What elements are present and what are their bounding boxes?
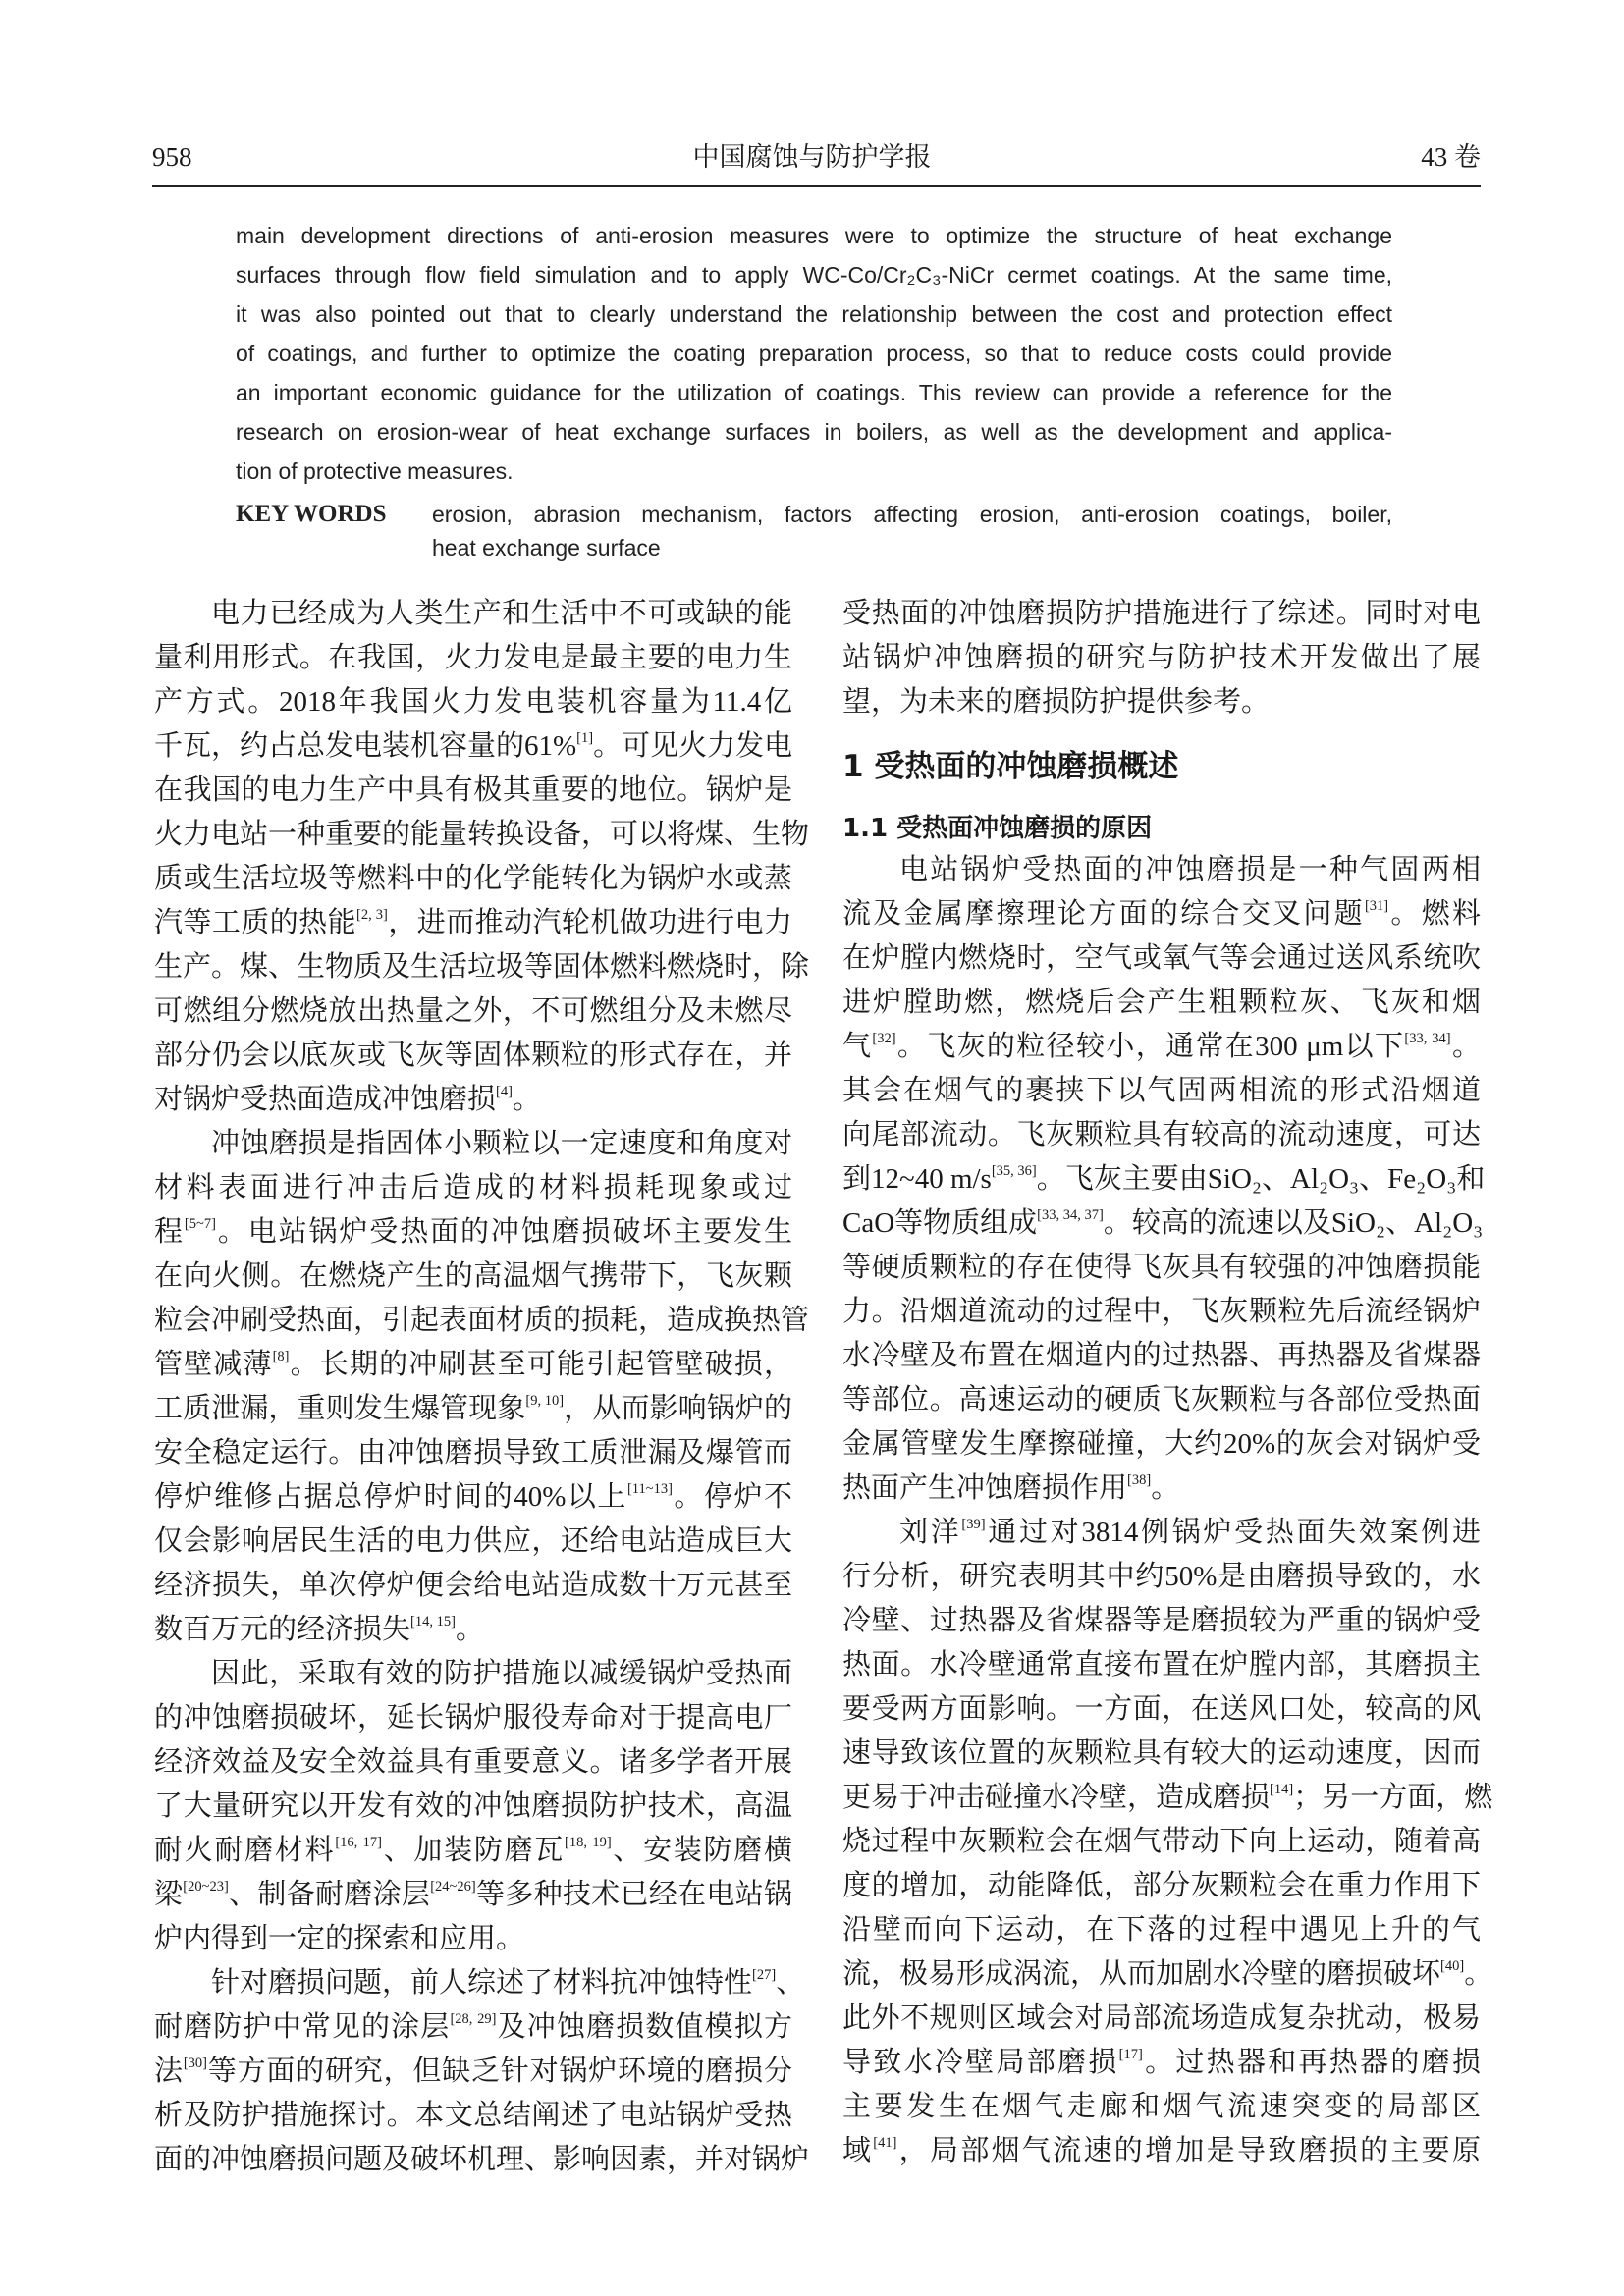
text-line: CaO等物质组成[33, 34, 37]。较高的流速以及SiO₂、Al₂O₃: [842, 1206, 1484, 1239]
abstract-line: it was also pointed out that to clearly understand the relationship between the cost and protection effect: [236, 301, 1392, 327]
text-line: 电站锅炉受热面的冲蚀磨损是一种气固两相: [899, 854, 1481, 885]
text-line: 程[5~7]。电站锅炉受热面的冲蚀磨损破坏主要发生: [154, 1215, 792, 1248]
text-line: 耐磨防护中常见的涂层[28, 29]及冲蚀磨损数值模拟方: [154, 2010, 792, 2043]
text-line: 梁[20~23]、制备耐磨涂层[24~26]等多种技术已经在电站锅: [154, 1878, 792, 1910]
right-column: [842, 592, 1493, 2173]
citation: [1]: [576, 729, 594, 746]
citation: [5~7]: [184, 1215, 216, 1232]
citation: [31]: [1364, 897, 1389, 914]
citation: [35, 36]: [991, 1162, 1037, 1179]
volume-label: 43 卷: [1421, 142, 1481, 172]
citation: [11~13]: [626, 1480, 673, 1497]
text-line: 管壁减薄[8]。长期的冲刷甚至可能引起管壁破损，: [154, 1348, 792, 1380]
left-column: [154, 592, 810, 2182]
subsection-heading: 1.1 受热面冲蚀磨损的原因: [842, 814, 1153, 843]
text-line: 量利用形式。在我国，火力发电是最主要的电力生: [154, 642, 792, 673]
citation: [32]: [872, 1030, 896, 1046]
citation: [20~23]: [183, 1878, 229, 1895]
text-line: 要受两方面影响。一方面，在送风口处，较高的风: [842, 1693, 1481, 1725]
citation: [27]: [752, 1966, 777, 1983]
citation: [2, 3]: [356, 906, 388, 923]
text-line: 因此，采取有效的防护措施以减缓锅炉受热面: [211, 1658, 792, 1689]
text-line: 面的冲蚀磨损问题及破坏机理、影响因素，并对锅炉: [154, 2144, 810, 2175]
text-line: 安全稳定运行。由冲蚀磨损导致工质泄漏及爆管而: [154, 1437, 792, 1468]
citation: [40]: [1440, 1957, 1465, 1974]
text-line: 受热面的冲蚀磨损防护措施进行了综述。同时对电: [842, 598, 1481, 629]
text-line: 热面。水冷壁通常直接布置在炉膛内部，其磨损主: [842, 1649, 1481, 1681]
text-line: 速导致该位置的灰颗粒具有较大的运动速度，因而: [842, 1737, 1481, 1769]
text-line: 热面产生冲蚀磨损作用[38]。: [842, 1471, 1180, 1504]
text-line: 冷壁、过热器及省煤器等是磨损较为严重的锅炉受: [842, 1605, 1481, 1636]
citation: [30]: [183, 2055, 207, 2071]
text-line: 烧过程中灰颗粒会在烟气带动下向上运动，随着高: [842, 1826, 1481, 1857]
text-line: 经济损失，单次停炉便会给电站造成数十万元甚至: [154, 1570, 792, 1601]
text-line: 域[41]，局部烟气流速的增加是导致磨损的主要原: [842, 2134, 1481, 2166]
text-line: 仅会影响居民生活的电力供应，还给电站造成巨大: [154, 1525, 792, 1557]
citation: [8]: [272, 1348, 290, 1364]
journal-title: 中国腐蚀与防护学报: [692, 142, 932, 172]
citation: [33, 34, 37]: [1037, 1206, 1104, 1223]
text-line: 在向火侧。在燃烧产生的高温烟气携带下，飞灰颗: [154, 1260, 792, 1292]
text-line: 在我国的电力生产中具有极其重要的地位。锅炉是: [154, 774, 792, 806]
text-line: 数百万元的经济损失[14, 15]。: [154, 1613, 484, 1645]
text-line: 千瓦，约占总发电装机容量的61%[1]。可见火力发电: [154, 729, 793, 762]
citation: [9, 10]: [525, 1392, 565, 1409]
abstract-line: an important economic guidance for the utilization of coatings. This review can provide a reference for the: [236, 380, 1392, 405]
section-heading: 1 受热面的冲蚀磨损概述: [842, 749, 1179, 784]
text-line: 水冷壁及布置在烟道内的过热器、再热器及省煤器: [842, 1340, 1481, 1371]
text-line: 法[30]等方面的研究，但缺乏针对锅炉环境的磨损分: [154, 2055, 792, 2087]
text-line: 度的增加，动能降低，部分灰颗粒会在重力作用下: [842, 1870, 1481, 1901]
text-line: 在炉膛内燃烧时，空气或氧气等会通过送风系统吹: [842, 942, 1481, 974]
text-line: 了大量研究以开发有效的冲蚀磨损防护技术，高温: [154, 1790, 792, 1822]
citation: [28, 29]: [450, 2010, 497, 2027]
text-line: 站锅炉冲蚀磨损的研究与防护技术开发做出了展: [842, 642, 1481, 673]
text-line: 工质泄漏，重则发生爆管现象[9, 10]，从而影响锅炉的: [154, 1392, 792, 1424]
text-line: 对锅炉受热面造成冲蚀磨损[4]。: [154, 1083, 541, 1115]
keywords-text: [432, 497, 1392, 563]
text-line: 金属管壁发生摩擦碰撞，大约20%的灰会对锅炉受: [842, 1428, 1481, 1460]
abstract-line: of coatings, and further to optimize the coating preparation process, so that to reduce costs could provide: [236, 341, 1392, 366]
text-line: 等硬质颗粒的存在使得飞灰具有较强的冲蚀磨损能: [842, 1252, 1481, 1283]
text-line: 汽等工质的热能[2, 3]，进而推动汽轮机做功进行电力: [154, 906, 792, 938]
text-line: 冲蚀磨损是指固体小颗粒以一定速度和角度对: [211, 1128, 792, 1159]
citation: [24~26]: [430, 1878, 476, 1895]
text-line: 到12~40 m/s[35, 36]。飞灰主要由SiO₂、Al₂O₃、Fe₂O₃和: [842, 1162, 1486, 1195]
citation: [4]: [496, 1083, 513, 1099]
text-line: 等部位。高速运动的硬质飞灰颗粒与各部位受热面: [842, 1384, 1481, 1415]
keywords-label: KEY WORDS: [236, 501, 387, 527]
abstract-line: surfaces through flow field simulation and to apply WC-Co/Cr₂C₃-NiCr cermet coatings. At the same time,: [236, 262, 1392, 288]
abstract-line: tion of protective measures.: [236, 458, 514, 484]
citation: [17]: [1118, 2046, 1143, 2062]
abstract-line: research on erosion-wear of heat exchange surfaces in boilers, as well as the development and applica-: [236, 419, 1392, 445]
citation: [38]: [1127, 1471, 1152, 1488]
citation: [39]: [961, 1516, 986, 1532]
text-line: 电力已经成为人类生产和生活中不可或缺的能: [211, 598, 792, 629]
text-line: 炉内得到一定的探索和应用。: [154, 1923, 525, 1954]
keywords-line: erosion, abrasion mechanism, factors affecting erosion, anti-erosion coatings, boiler,: [432, 502, 1392, 527]
text-line: 可燃组分燃烧放出热量之外，不可燃组分及未燃尽: [154, 995, 792, 1027]
text-line: 气[32]。飞灰的粒径较小，通常在300 μm以下[33, 34]。: [842, 1030, 1481, 1062]
text-line: 更易于冲击碰撞水冷壁，造成磨损[14]；另一方面，燃: [842, 1781, 1493, 1813]
text-line: 停炉维修占据总停炉时间的40%以上[11~13]。停炉不: [154, 1480, 792, 1513]
text-line: 流，极易形成涡流，从而加剧水冷壁的磨损破坏[40]。: [842, 1957, 1493, 1990]
text-line: 进炉膛助燃，燃烧后会产生粗颗粒灰、飞灰和烟: [842, 987, 1481, 1018]
text-line: 主要发生在烟气走廊和烟气流速突变的局部区: [842, 2091, 1481, 2122]
text-line: 耐火耐磨材料[16, 17]、加装防磨瓦[18, 19]、安装防磨横: [154, 1834, 792, 1866]
citation: [33, 34]: [1404, 1030, 1451, 1046]
text-line: 向尾部流动。飞灰颗粒具有较高的流动速度，可达: [842, 1119, 1481, 1150]
text-line: 导致水冷壁局部磨损[17]。过热器和再热器的磨损: [842, 2046, 1481, 2078]
citation: [14]: [1270, 1781, 1294, 1797]
text-line: 经济效益及安全效益具有重要意义。诸多学者开展: [154, 1746, 792, 1778]
text-line: 粒会冲刷受热面，引起表面材质的损耗，造成换热管: [154, 1305, 810, 1336]
text-line: 产方式。2018年我国火力发电装机容量为11.4亿: [154, 686, 792, 718]
citation: [14, 15]: [410, 1613, 456, 1629]
text-line: 行分析，研究表明其中约50%是由磨损导致的，水: [842, 1561, 1481, 1592]
text-line: 此外不规则区域会对局部流场造成复杂扰动，极易: [842, 2002, 1481, 2034]
text-line: 望，为未来的磨损防护提供参考。: [842, 686, 1271, 718]
text-line: 刘洋[39]通过对3814例锅炉受热面失效案例进: [899, 1516, 1481, 1548]
text-line: 材料表面进行冲击后造成的材料损耗现象或过: [154, 1172, 792, 1203]
citation: [16, 17]: [335, 1834, 382, 1850]
citation: [18, 19]: [565, 1834, 612, 1850]
abstract-line: main development directions of anti-erosion measures were to optimize the structure of heat exchange: [236, 223, 1392, 248]
text-line: 针对磨损问题，前人综述了材料抗冲蚀特性[27]、: [211, 1966, 805, 1999]
header-rule: [152, 185, 1481, 187]
text-line: 生产。煤、生物质及生活垃圾等固体燃料燃烧时，除: [154, 951, 810, 983]
text-line: 力。沿烟道流动的过程中，飞灰颗粒先后流经锅炉: [842, 1296, 1481, 1327]
text-line: 质或生活垃圾等燃料中的化学能转化为锅炉水或蒸: [154, 863, 792, 894]
page-number: 958: [152, 142, 192, 172]
citation: [41]: [873, 2134, 897, 2151]
text-line: 火力电站一种重要的能量转换设备，可以将煤、生物: [154, 819, 810, 850]
text-line: 流及金属摩擦理论方面的综合交叉问题[31]。燃料: [842, 897, 1481, 930]
text-line: 的冲蚀磨损破坏，延长锅炉服役寿命对于提高电厂: [154, 1702, 792, 1734]
text-line: 其会在烟气的裹挟下以气固两相流的形式沿烟道: [842, 1075, 1481, 1106]
text-line: 析及防护措施探讨。本文总结阐述了电站锅炉受热: [154, 2100, 792, 2131]
keywords-line: heat exchange surface: [432, 535, 661, 561]
text-line: 沿壁而向下运动，在下落的过程中遇见上升的气: [842, 1914, 1481, 1946]
text-line: 部分仍会以底灰或飞灰等固体颗粒的形式存在，并: [154, 1040, 792, 1071]
english-abstract: [236, 216, 1392, 491]
